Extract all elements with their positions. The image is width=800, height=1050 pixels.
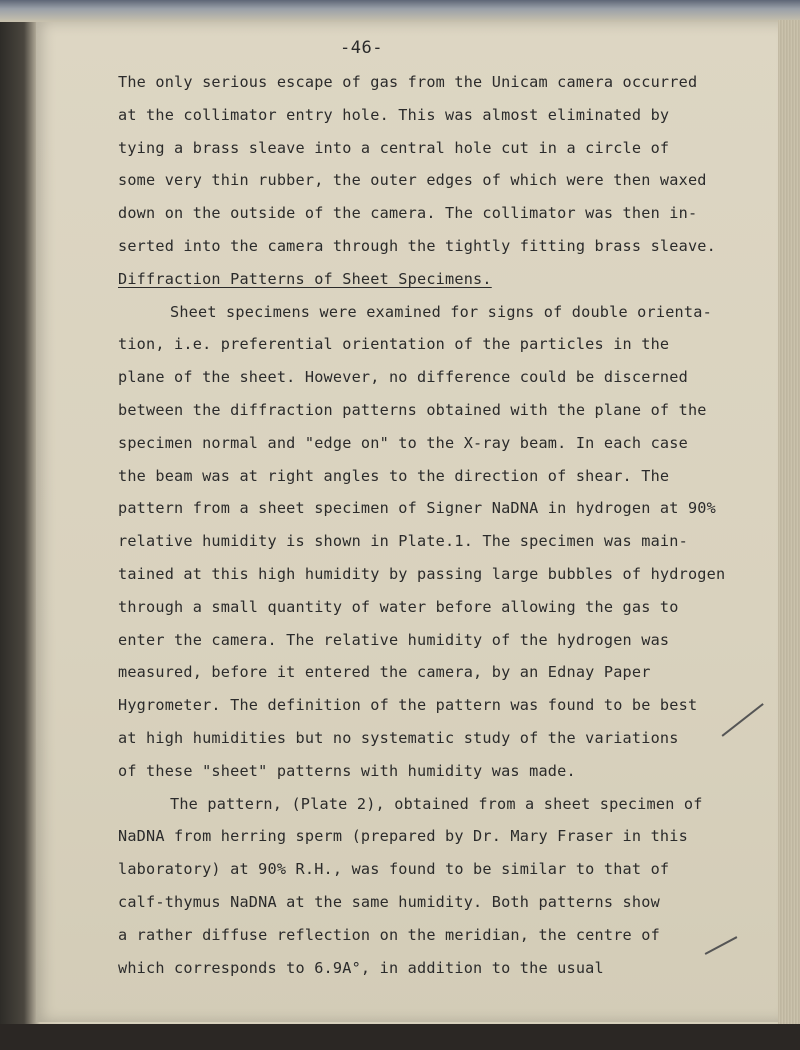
bottom-edge	[0, 1024, 800, 1050]
text-line: serted into the camera through the tightly fitting brass sleave.	[118, 236, 716, 255]
text-line: some very thin rubber, the outer edges of which were then waxed	[118, 171, 707, 190]
text-line: which corresponds to 6.9A°, in addition to the usual	[118, 958, 604, 977]
text-line: Hygrometer. The definition of the pattern was found to be best	[118, 696, 698, 715]
text-line: the beam was at right angles to the direction of shear. The	[118, 466, 670, 485]
text-line: relative humidity is shown in Plate.1. The specimen was main-	[118, 532, 688, 551]
text-line: plane of the sheet. However, no difference could be discerned	[118, 368, 688, 387]
section-heading: Diffraction Patterns of Sheet Specimens.	[118, 269, 492, 288]
text-line: of these "sheet" patterns with humidity was made.	[118, 761, 576, 780]
text-line: enter the camera. The relative humidity of the hydrogen was	[118, 630, 670, 649]
text-line: between the diffraction patterns obtained with the plane of the	[118, 400, 707, 419]
text-line: at the collimator entry hole. This was almost eliminated by	[118, 105, 670, 124]
text-line: calf-thymus NaDNA at the same humidity. Both patterns show	[118, 892, 660, 911]
body-text	[118, 66, 768, 984]
text-line: laboratory) at 90% R.H., was found to be similar to that of	[118, 860, 670, 879]
top-edge	[0, 0, 800, 22]
text-line: a rather diffuse reflection on the meridian, the centre of	[118, 925, 660, 944]
text-line: tion, i.e. preferential orientation of the particles in the	[118, 335, 670, 354]
text-line: tying a brass sleave into a central hole cut in a circle of	[118, 138, 670, 157]
text-line: specimen normal and "edge on" to the X-ray beam. In each case	[118, 433, 688, 452]
text-line: The pattern, (Plate 2), obtained from a sheet specimen of	[170, 794, 703, 813]
text-line: down on the outside of the camera. The collimator was then in-	[118, 204, 698, 223]
text-line: measured, before it entered the camera, by an Ednay Paper	[118, 663, 651, 682]
text-line: through a small quantity of water before allowing the gas to	[118, 597, 679, 616]
page-edges	[778, 20, 800, 1030]
text-line: The only serious escape of gas from the Unicam camera occurred	[118, 73, 698, 91]
text-line: Sheet specimens were examined for signs of double orienta-	[170, 302, 712, 321]
text-line: NaDNA from herring sperm (prepared by Dr. Mary Fraser in this	[118, 827, 688, 846]
text-line: pattern from a sheet specimen of Signer NaDNA in hydrogen at 90%	[118, 499, 716, 518]
text-line: tained at this high humidity by passing large bubbles of hydrogen	[118, 564, 726, 583]
text-line: at high humidities but no systematic study of the variations	[118, 728, 679, 747]
page-number: -46-	[340, 38, 383, 58]
